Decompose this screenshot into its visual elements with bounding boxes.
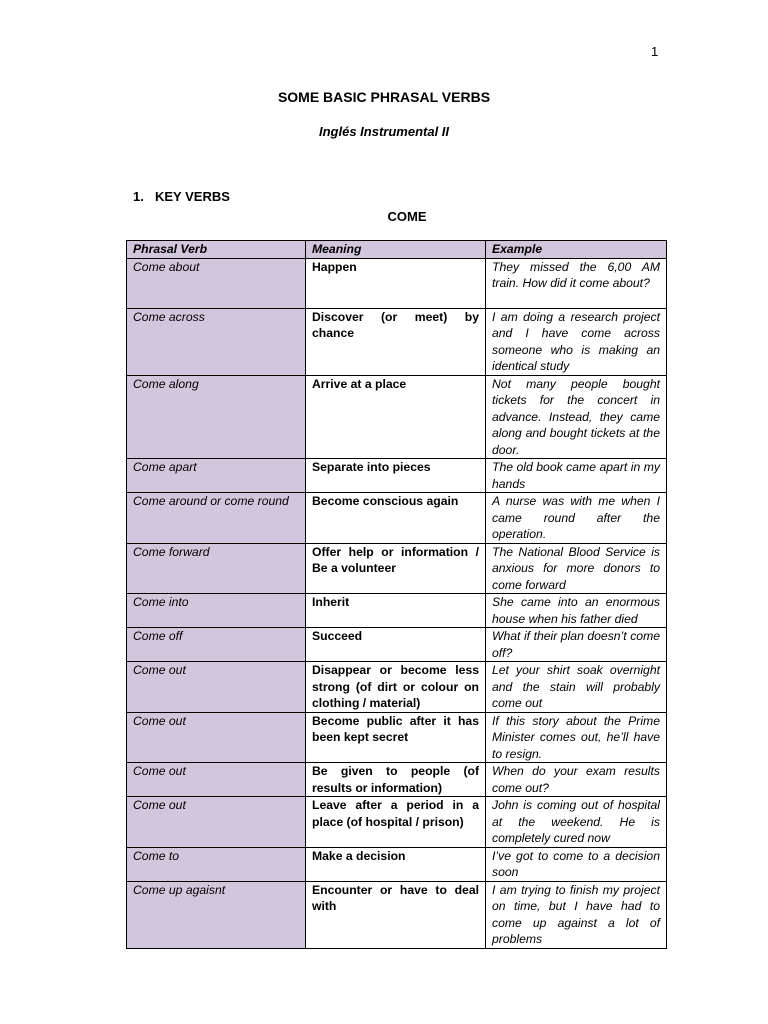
document-subtitle: Inglés Instrumental II: [318, 124, 450, 139]
example-cell: John is coming out of hospital at the weekend. He is completely cured now: [486, 797, 667, 848]
header-phrasal-verb: Phrasal Verb: [127, 241, 306, 259]
table-row: [127, 308, 667, 375]
table-row: [127, 763, 667, 797]
table-row: [127, 493, 667, 544]
meaning-cell: Offer help or information / Be a volunteer: [306, 543, 486, 594]
example-cell: Not many people bought tickets for the concert in advance. Instead, they came along and bought tickets at the door.: [486, 375, 667, 459]
meaning-cell: Inherit: [306, 594, 486, 628]
example-cell: She came into an enormous house when his father died: [486, 594, 667, 628]
verb-cell: Come to: [127, 847, 306, 881]
verb-cell: Come up agaisnt: [127, 881, 306, 948]
meaning-cell: Arrive at a place: [306, 375, 486, 459]
verb-cell: Come off: [127, 628, 306, 662]
example-cell: Let your shirt soak overnight and the stain will probably come out: [486, 662, 667, 713]
meaning-cell: Separate into pieces: [306, 459, 486, 493]
header-example: Example: [486, 241, 667, 259]
example-cell: What if their plan doesn’t come off?: [486, 628, 667, 662]
verb-cell: Come out: [127, 797, 306, 848]
table-row: [127, 543, 667, 594]
table-row: [127, 847, 667, 881]
table-row: [127, 459, 667, 493]
section-number: 1.: [133, 189, 144, 204]
verb-cell: Come into: [127, 594, 306, 628]
meaning-cell: Succeed: [306, 628, 486, 662]
meaning-cell: Leave after a period in a place (of hospital / prison): [306, 797, 486, 848]
verb-cell: Come forward: [127, 543, 306, 594]
verb-cell: Come along: [127, 375, 306, 459]
header-meaning: Meaning: [306, 241, 486, 259]
example-cell: I’ve got to come to a decision soon: [486, 847, 667, 881]
meaning-cell: Happen: [306, 258, 486, 308]
table-row: [127, 712, 667, 763]
verb-cell: Come across: [127, 308, 306, 375]
table-row: [127, 628, 667, 662]
document-title: SOME BASIC PHRASAL VERBS: [277, 89, 491, 105]
table-row: [127, 797, 667, 848]
table-row: [127, 258, 667, 308]
meaning-cell: Make a decision: [306, 847, 486, 881]
verb-cell: Come about: [127, 258, 306, 308]
example-cell: When do your exam results come out?: [486, 763, 667, 797]
example-cell: The National Blood Service is anxious for more donors to come forward: [486, 543, 667, 594]
example-cell: I am trying to finish my project on time, but I have had to come up against a lot of problems: [486, 881, 667, 948]
example-cell: I am doing a research project and I have come across someone who is making an identical study: [486, 308, 667, 375]
verb-cell: Come apart: [127, 459, 306, 493]
table-row: [127, 881, 667, 948]
section-heading-text: KEY VERBS: [155, 189, 230, 204]
meaning-cell: Be given to people (of results or information): [306, 763, 486, 797]
meaning-cell: Discover (or meet) by chance: [306, 308, 486, 375]
table-header-row: [127, 241, 667, 259]
example-cell: They missed the 6,00 AM train. How did it come about?: [486, 258, 667, 308]
verb-cell: Come out: [127, 712, 306, 763]
table-title: COME: [387, 209, 427, 224]
table-row: [127, 594, 667, 628]
meaning-cell: Disappear or become less strong (of dirt or colour on clothing / material): [306, 662, 486, 713]
meaning-cell: Become conscious again: [306, 493, 486, 544]
phrasal-verbs-table: [126, 240, 667, 949]
example-cell: If this story about the Prime Minister comes out, he’ll have to resign.: [486, 712, 667, 763]
example-cell: A nurse was with me when I came round after the operation.: [486, 493, 667, 544]
meaning-cell: Become public after it has been kept secret: [306, 712, 486, 763]
table-row: [127, 375, 667, 459]
page-number: 1: [651, 44, 659, 59]
table-row: [127, 662, 667, 713]
verb-cell: Come around or come round: [127, 493, 306, 544]
meaning-cell: Encounter or have to deal with: [306, 881, 486, 948]
example-cell: The old book came apart in my hands: [486, 459, 667, 493]
verb-cell: Come out: [127, 662, 306, 713]
section-heading: [133, 189, 230, 204]
verb-cell: Come out: [127, 763, 306, 797]
